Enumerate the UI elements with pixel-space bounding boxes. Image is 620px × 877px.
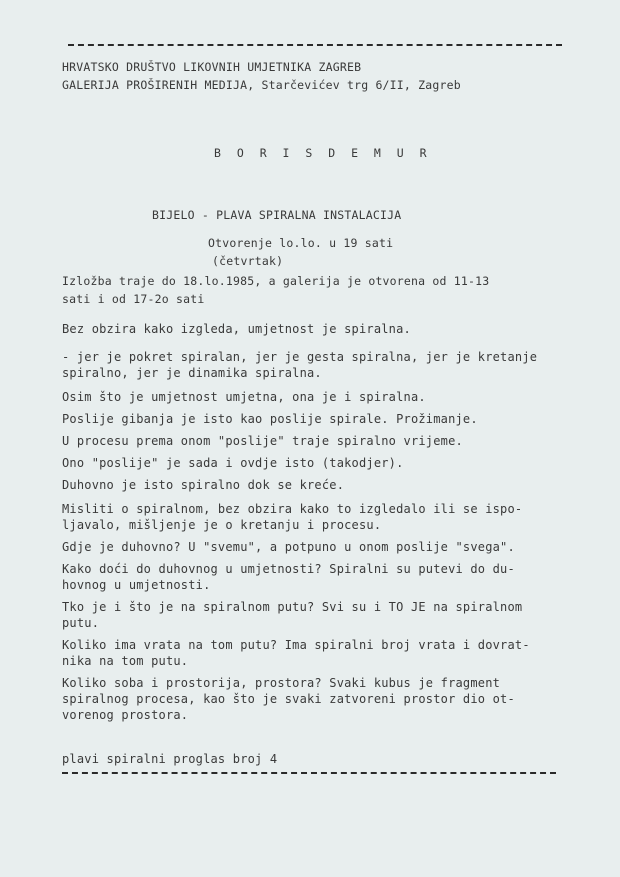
manifesto-line: Koliko soba i prostorija, prostora? Svaki kubus je fragment: [62, 676, 501, 690]
artist-name: B O R I S D E M U R: [214, 146, 432, 160]
manifesto-line: Koliko ima vrata na tom putu? Ima spiralni broj vrata i dovrat-: [62, 638, 530, 652]
exhibition-hours: sati i od 17-2o sati: [62, 292, 205, 306]
manifesto-line: spiralno, jer je dinamika spiralna.: [62, 366, 322, 380]
manifesto-line: Kako doći do duhovnog u umjetnosti? Spiralni su putevi do du-: [62, 562, 515, 576]
manifesto-line: Misliti o spiralnom, bez obzira kako to izgledalo ili se ispo-: [62, 502, 523, 516]
manifesto-line: - jer je pokret spiralan, jer je gesta spiralna, jer je kretanje: [62, 350, 538, 364]
manifesto-line: Tko je i što je na spiralnom putu? Svi su i TO JE na spiralnom: [62, 600, 523, 614]
opening-weekday: (četvrtak): [212, 254, 284, 268]
manifesto-line: Bez obzira kako izgleda, umjetnost je spiralna.: [62, 322, 411, 336]
manifesto-line: putu.: [62, 616, 100, 630]
top-dashed-rule: [68, 44, 562, 46]
installation-title: BIJELO - PLAVA SPIRALNA INSTALACIJA: [152, 208, 402, 222]
manifesto-line: Osim što je umjetnost umjetna, ona je i spiralna.: [62, 390, 426, 404]
manifesto-line: ljavalo, mišljenje je o kretanju i procesu.: [62, 518, 382, 532]
manifesto-line: Poslije gibanja je isto kao poslije spirale. Prožimanje.: [62, 412, 478, 426]
manifesto-line: nika na tom putu.: [62, 654, 189, 668]
organization-name: HRVATSKO DRUŠTVO LIKOVNIH UMJETNIKA ZAGREB: [62, 60, 362, 74]
manifesto-line: Ono "poslije" je sada i ovdje isto (takodjer).: [62, 456, 404, 470]
manifesto-line: U procesu prema onom "poslije" traje spiralno vrijeme.: [62, 434, 463, 448]
proclamation-number: plavi spiralni proglas broj 4: [62, 752, 278, 766]
exhibition-dates: Izložba traje do 18.lo.1985, a galerija je otvorena od 11-13: [62, 274, 490, 288]
bottom-dashed-rule: [62, 772, 556, 774]
manifesto-line: Duhovno je isto spiralno dok se kreće.: [62, 478, 345, 492]
manifesto-line: vorenog prostora.: [62, 708, 189, 722]
opening-date: Otvorenje lo.lo. u 19 sati: [208, 236, 394, 250]
gallery-address: GALERIJA PROŠIRENIH MEDIJA, Starčevićev trg 6/II, Zagreb: [62, 78, 461, 92]
manifesto-line: Gdje je duhovno? U "svemu", a potpuno u onom poslije "svega".: [62, 540, 515, 554]
manifesto-line: spiralnog procesa, kao što je svaki zatvoreni prostor dio ot-: [62, 692, 515, 706]
manifesto-line: hovnog u umjetnosti.: [62, 578, 211, 592]
